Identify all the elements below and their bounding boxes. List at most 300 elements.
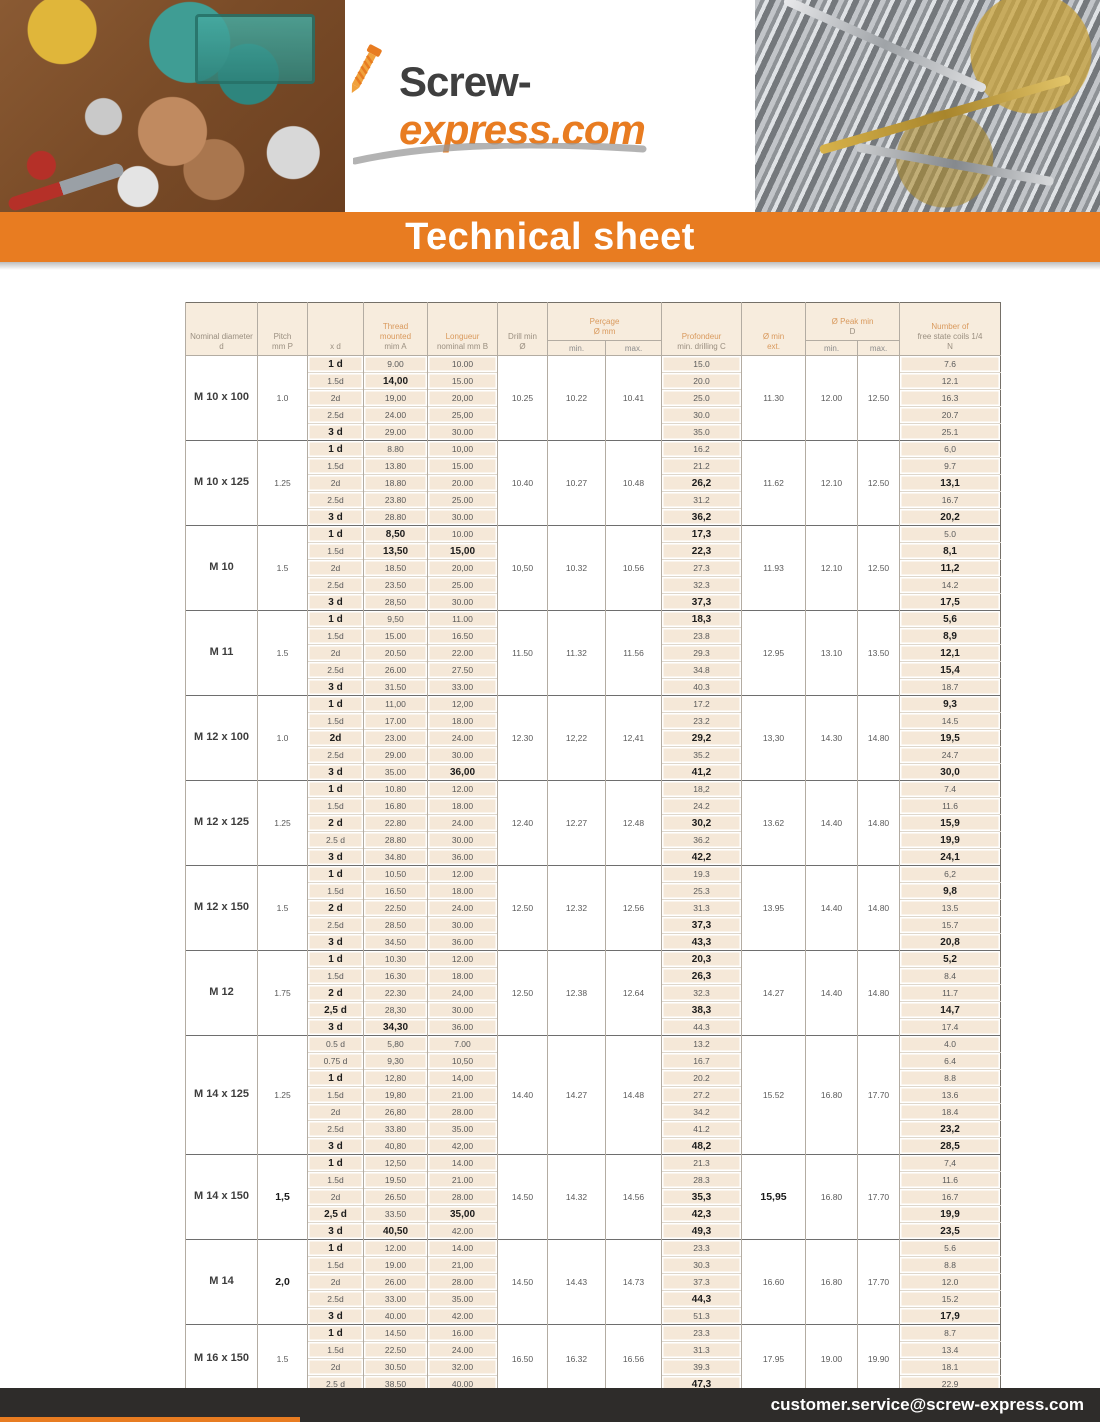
cell-length-nominal-b: 36.00 bbox=[428, 934, 498, 951]
brand-logo bbox=[345, 58, 755, 154]
cell-xd: 2d bbox=[308, 1274, 364, 1291]
header-thread-mounted-a: Thread mounted mim A bbox=[364, 303, 428, 356]
cell-free-state-coils-n: 15,4 bbox=[900, 662, 1001, 679]
cell-thread-mounted-a: 23.50 bbox=[364, 577, 428, 594]
cell-length-nominal-b: 22.00 bbox=[428, 645, 498, 662]
logo-part1: Screw- bbox=[399, 58, 531, 105]
cell-min-drilling-c: 19.3 bbox=[662, 866, 742, 883]
cell-xd: 3 d bbox=[308, 1308, 364, 1325]
screw-icon bbox=[341, 40, 387, 105]
cell-free-state-coils-n: 19,9 bbox=[900, 832, 1001, 849]
cell-d-max: 14.80 bbox=[858, 866, 900, 951]
cell-xd: 2.5d bbox=[308, 662, 364, 679]
cell-pitch: 1.0 bbox=[258, 356, 308, 441]
cell-thread-mounted-a: 22.50 bbox=[364, 900, 428, 917]
cell-min-drilling-c: 21.3 bbox=[662, 1155, 742, 1172]
cell-min-drilling-c: 51.3 bbox=[662, 1308, 742, 1325]
cell-min-drilling-c: 23.2 bbox=[662, 713, 742, 730]
cell-thread-mounted-a: 26.00 bbox=[364, 662, 428, 679]
cell-free-state-coils-n: 6,2 bbox=[900, 866, 1001, 883]
cell-diam-min-ext: 15,95 bbox=[742, 1155, 806, 1240]
cell-length-nominal-b: 10.00 bbox=[428, 356, 498, 373]
screw-rod bbox=[856, 143, 1055, 187]
cell-length-nominal-b: 12.00 bbox=[428, 781, 498, 798]
cell-xd: 1 d bbox=[308, 356, 364, 373]
header-free-state-coils-n: Number of free state coils 1/4 N bbox=[900, 303, 1001, 356]
table-row bbox=[186, 1325, 1001, 1342]
cell-free-state-coils-n: 19,5 bbox=[900, 730, 1001, 747]
cell-free-state-coils-n: 9.7 bbox=[900, 458, 1001, 475]
cell-length-nominal-b: 35.00 bbox=[428, 1121, 498, 1138]
cell-xd: 1.5d bbox=[308, 1087, 364, 1104]
cell-length-nominal-b: 18.00 bbox=[428, 883, 498, 900]
cell-free-state-coils-n: 8.8 bbox=[900, 1257, 1001, 1274]
table-row bbox=[186, 441, 1001, 458]
cell-xd: 3 d bbox=[308, 849, 364, 866]
cell-free-state-coils-n: 15,9 bbox=[900, 815, 1001, 832]
cell-percage-max: 12.64 bbox=[606, 951, 662, 1036]
cell-length-nominal-b: 10,50 bbox=[428, 1053, 498, 1070]
cell-thread-mounted-a: 28,30 bbox=[364, 1002, 428, 1019]
cell-thread-mounted-a: 18.80 bbox=[364, 475, 428, 492]
cell-min-drilling-c: 23.3 bbox=[662, 1325, 742, 1342]
cell-length-nominal-b: 16.50 bbox=[428, 628, 498, 645]
cell-length-nominal-b: 36.00 bbox=[428, 1019, 498, 1036]
cell-min-drilling-c: 34.2 bbox=[662, 1104, 742, 1121]
cell-free-state-coils-n: 12,1 bbox=[900, 645, 1001, 662]
cell-xd: 3 d bbox=[308, 1223, 364, 1240]
cell-thread-mounted-a: 22.50 bbox=[364, 1342, 428, 1359]
cell-free-state-coils-n: 24,1 bbox=[900, 849, 1001, 866]
cell-pitch: 1.25 bbox=[258, 1036, 308, 1155]
cell-min-drilling-c: 27.2 bbox=[662, 1087, 742, 1104]
spec-table-body bbox=[186, 356, 1001, 1389]
cell-diam-min-ext: 15.52 bbox=[742, 1036, 806, 1155]
cell-thread-mounted-a: 33.00 bbox=[364, 1291, 428, 1308]
header-xd: x d bbox=[308, 303, 364, 356]
cell-diam-min-ext: 14.27 bbox=[742, 951, 806, 1036]
cell-thread-mounted-a: 9,50 bbox=[364, 611, 428, 628]
cell-min-drilling-c: 32.3 bbox=[662, 985, 742, 1002]
cell-xd: 1 d bbox=[308, 866, 364, 883]
cell-diam-min-ext: 17.95 bbox=[742, 1325, 806, 1389]
cell-thread-mounted-a: 26.50 bbox=[364, 1189, 428, 1206]
cell-thread-mounted-a: 13.80 bbox=[364, 458, 428, 475]
cell-length-nominal-b: 18.00 bbox=[428, 713, 498, 730]
cell-length-nominal-b: 15.00 bbox=[428, 373, 498, 390]
cell-pitch: 2,0 bbox=[258, 1240, 308, 1325]
cell-xd: 2d bbox=[308, 475, 364, 492]
cell-thread-mounted-a: 8,50 bbox=[364, 526, 428, 543]
cell-d-max: 14.80 bbox=[858, 696, 900, 781]
cell-length-nominal-b: 12.00 bbox=[428, 951, 498, 968]
cell-percage-min: 14.43 bbox=[548, 1240, 606, 1325]
cell-d-min: 16.80 bbox=[806, 1036, 858, 1155]
spec-table bbox=[185, 302, 1001, 1388]
cell-xd: 2.5d bbox=[308, 747, 364, 764]
cell-xd: 1.5d bbox=[308, 1172, 364, 1189]
header-percage-min: min. bbox=[548, 341, 606, 356]
cell-length-nominal-b: 24.00 bbox=[428, 815, 498, 832]
cell-pitch: 1.5 bbox=[258, 1325, 308, 1389]
cell-length-nominal-b: 28.00 bbox=[428, 1104, 498, 1121]
cell-diam-min-ext: 11.93 bbox=[742, 526, 806, 611]
cell-nominal-diameter: M 12 x 100 bbox=[186, 696, 258, 781]
cell-thread-mounted-a: 10.30 bbox=[364, 951, 428, 968]
cell-percage-min: 14.32 bbox=[548, 1155, 606, 1240]
cell-free-state-coils-n: 20.7 bbox=[900, 407, 1001, 424]
cell-length-nominal-b: 30.00 bbox=[428, 832, 498, 849]
cell-length-nominal-b: 14,00 bbox=[428, 1070, 498, 1087]
cell-free-state-coils-n: 14,7 bbox=[900, 1002, 1001, 1019]
cell-min-drilling-c: 48,2 bbox=[662, 1138, 742, 1155]
cell-free-state-coils-n: 13.6 bbox=[900, 1087, 1001, 1104]
cell-min-drilling-c: 35,3 bbox=[662, 1189, 742, 1206]
cell-thread-mounted-a: 14.50 bbox=[364, 1325, 428, 1342]
cell-thread-mounted-a: 16.30 bbox=[364, 968, 428, 985]
cell-pitch: 1.5 bbox=[258, 526, 308, 611]
cell-length-nominal-b: 15,00 bbox=[428, 543, 498, 560]
cell-min-drilling-c: 37,3 bbox=[662, 917, 742, 934]
cell-free-state-coils-n: 18.4 bbox=[900, 1104, 1001, 1121]
cell-xd: 3 d bbox=[308, 424, 364, 441]
cell-pitch: 1.5 bbox=[258, 611, 308, 696]
cell-nominal-diameter: M 10 bbox=[186, 526, 258, 611]
cell-free-state-coils-n: 13.5 bbox=[900, 900, 1001, 917]
cell-length-nominal-b: 42.00 bbox=[428, 1223, 498, 1240]
cell-free-state-coils-n: 5.0 bbox=[900, 526, 1001, 543]
cell-thread-mounted-a: 12,80 bbox=[364, 1070, 428, 1087]
table-row bbox=[186, 696, 1001, 713]
cell-xd: 1 d bbox=[308, 526, 364, 543]
cell-xd: 1.5d bbox=[308, 798, 364, 815]
cell-drill-min: 12.30 bbox=[498, 696, 548, 781]
cell-nominal-diameter: M 14 bbox=[186, 1240, 258, 1325]
cell-d-max: 12.50 bbox=[858, 356, 900, 441]
cell-min-drilling-c: 26,2 bbox=[662, 475, 742, 492]
cell-diam-min-ext: 11.30 bbox=[742, 356, 806, 441]
cell-thread-mounted-a: 23.80 bbox=[364, 492, 428, 509]
cell-min-drilling-c: 25.3 bbox=[662, 883, 742, 900]
cell-length-nominal-b: 25.00 bbox=[428, 492, 498, 509]
cell-min-drilling-c: 42,3 bbox=[662, 1206, 742, 1223]
cell-xd: 1 d bbox=[308, 1325, 364, 1342]
cell-length-nominal-b: 40.00 bbox=[428, 1376, 498, 1389]
cell-thread-mounted-a: 40.00 bbox=[364, 1308, 428, 1325]
cell-length-nominal-b: 30.00 bbox=[428, 917, 498, 934]
cell-xd: 3 d bbox=[308, 1019, 364, 1036]
cell-free-state-coils-n: 25.1 bbox=[900, 424, 1001, 441]
cell-pitch: 1.75 bbox=[258, 951, 308, 1036]
header-percage-max: max. bbox=[606, 341, 662, 356]
cell-free-state-coils-n: 5,6 bbox=[900, 611, 1001, 628]
cell-percage-max: 12.48 bbox=[606, 781, 662, 866]
cell-thread-mounted-a: 33.80 bbox=[364, 1121, 428, 1138]
cell-length-nominal-b: 35.00 bbox=[428, 1291, 498, 1308]
cell-thread-mounted-a: 40,80 bbox=[364, 1138, 428, 1155]
header-pitch: Pitch mm P bbox=[258, 303, 308, 356]
cell-d-max: 14.80 bbox=[858, 951, 900, 1036]
cell-thread-mounted-a: 19.00 bbox=[364, 1257, 428, 1274]
cell-min-drilling-c: 32.3 bbox=[662, 577, 742, 594]
cell-min-drilling-c: 17.2 bbox=[662, 696, 742, 713]
cell-free-state-coils-n: 8,9 bbox=[900, 628, 1001, 645]
cell-free-state-coils-n: 20,2 bbox=[900, 509, 1001, 526]
cell-d-min: 14.40 bbox=[806, 951, 858, 1036]
cell-xd: 3 d bbox=[308, 934, 364, 951]
cell-min-drilling-c: 43,3 bbox=[662, 934, 742, 951]
cell-length-nominal-b: 24.00 bbox=[428, 900, 498, 917]
cell-min-drilling-c: 29.3 bbox=[662, 645, 742, 662]
cell-percage-min: 10.32 bbox=[548, 526, 606, 611]
cell-thread-mounted-a: 26.00 bbox=[364, 1274, 428, 1291]
cell-nominal-diameter: M 12 x 150 bbox=[186, 866, 258, 951]
cell-length-nominal-b: 28.00 bbox=[428, 1189, 498, 1206]
cell-xd: 1.5d bbox=[308, 628, 364, 645]
cell-free-state-coils-n: 22.9 bbox=[900, 1376, 1001, 1389]
cell-pitch: 1.0 bbox=[258, 696, 308, 781]
table-row bbox=[186, 526, 1001, 543]
logo-swoosh bbox=[353, 143, 653, 170]
cell-min-drilling-c: 37.3 bbox=[662, 1274, 742, 1291]
cell-pitch: 1.5 bbox=[258, 866, 308, 951]
cell-min-drilling-c: 15.0 bbox=[662, 356, 742, 373]
cell-nominal-diameter: M 12 bbox=[186, 951, 258, 1036]
cell-free-state-coils-n: 20,8 bbox=[900, 934, 1001, 951]
cell-percage-min: 12,22 bbox=[548, 696, 606, 781]
cell-length-nominal-b: 42,00 bbox=[428, 1138, 498, 1155]
cell-xd: 1.5d bbox=[308, 1342, 364, 1359]
cell-min-drilling-c: 22,3 bbox=[662, 543, 742, 560]
cell-length-nominal-b: 25.00 bbox=[428, 577, 498, 594]
screwdriver bbox=[7, 162, 125, 212]
banner-shadow bbox=[0, 262, 1100, 270]
cell-length-nominal-b: 21,00 bbox=[428, 1257, 498, 1274]
cell-min-drilling-c: 25.0 bbox=[662, 390, 742, 407]
cell-thread-mounted-a: 20.50 bbox=[364, 645, 428, 662]
cell-free-state-coils-n: 30,0 bbox=[900, 764, 1001, 781]
cell-d-max: 17.70 bbox=[858, 1155, 900, 1240]
cell-thread-mounted-a: 9,30 bbox=[364, 1053, 428, 1070]
cell-xd: 3 d bbox=[308, 509, 364, 526]
cell-diam-min-ext: 13,30 bbox=[742, 696, 806, 781]
cell-percage-max: 12.56 bbox=[606, 866, 662, 951]
cell-min-drilling-c: 23.8 bbox=[662, 628, 742, 645]
cell-thread-mounted-a: 35.00 bbox=[364, 764, 428, 781]
cell-min-drilling-c: 31.3 bbox=[662, 1342, 742, 1359]
page-header bbox=[0, 0, 1100, 212]
cell-xd: 0.5 d bbox=[308, 1036, 364, 1053]
cell-thread-mounted-a: 29.00 bbox=[364, 424, 428, 441]
cell-diam-min-ext: 16.60 bbox=[742, 1240, 806, 1325]
cell-thread-mounted-a: 34,30 bbox=[364, 1019, 428, 1036]
cell-xd: 0.75 d bbox=[308, 1053, 364, 1070]
cell-free-state-coils-n: 19,9 bbox=[900, 1206, 1001, 1223]
cell-xd: 1 d bbox=[308, 1155, 364, 1172]
screw-rod bbox=[819, 74, 1071, 154]
cell-free-state-coils-n: 16.7 bbox=[900, 492, 1001, 509]
cell-thread-mounted-a: 34.80 bbox=[364, 849, 428, 866]
cell-diam-min-ext: 12.95 bbox=[742, 611, 806, 696]
table-row bbox=[186, 951, 1001, 968]
cell-free-state-coils-n: 8,1 bbox=[900, 543, 1001, 560]
cell-free-state-coils-n: 23,2 bbox=[900, 1121, 1001, 1138]
cell-length-nominal-b: 18.00 bbox=[428, 798, 498, 815]
header-nominal-diameter: Nominal diameter d bbox=[186, 303, 258, 356]
cell-xd: 3 d bbox=[308, 679, 364, 696]
cell-thread-mounted-a: 8.80 bbox=[364, 441, 428, 458]
cell-thread-mounted-a: 40,50 bbox=[364, 1223, 428, 1240]
cell-xd: 1.5d bbox=[308, 458, 364, 475]
cell-percage-max: 14.56 bbox=[606, 1155, 662, 1240]
cell-thread-mounted-a: 33.50 bbox=[364, 1206, 428, 1223]
cell-min-drilling-c: 13.2 bbox=[662, 1036, 742, 1053]
cell-thread-mounted-a: 22.30 bbox=[364, 985, 428, 1002]
cell-length-nominal-b: 33.00 bbox=[428, 679, 498, 696]
cell-length-nominal-b: 21.00 bbox=[428, 1087, 498, 1104]
cell-min-drilling-c: 30.0 bbox=[662, 407, 742, 424]
cell-d-min: 19.00 bbox=[806, 1325, 858, 1389]
cell-length-nominal-b: 24.00 bbox=[428, 730, 498, 747]
cell-length-nominal-b: 14.00 bbox=[428, 1155, 498, 1172]
cell-percage-min: 10.27 bbox=[548, 441, 606, 526]
cell-min-drilling-c: 44,3 bbox=[662, 1291, 742, 1308]
cell-xd: 2.5d bbox=[308, 1291, 364, 1308]
cell-thread-mounted-a: 10.80 bbox=[364, 781, 428, 798]
cell-percage-max: 12,41 bbox=[606, 696, 662, 781]
cell-thread-mounted-a: 19.50 bbox=[364, 1172, 428, 1189]
cell-nominal-diameter: M 14 x 125 bbox=[186, 1036, 258, 1155]
cell-min-drilling-c: 40.3 bbox=[662, 679, 742, 696]
cell-min-drilling-c: 30.3 bbox=[662, 1257, 742, 1274]
cell-free-state-coils-n: 16.7 bbox=[900, 1189, 1001, 1206]
cell-free-state-coils-n: 13,1 bbox=[900, 475, 1001, 492]
logo-panel bbox=[345, 0, 755, 212]
page-footer bbox=[0, 1388, 1100, 1422]
cell-thread-mounted-a: 28,50 bbox=[364, 594, 428, 611]
cell-thread-mounted-a: 28.80 bbox=[364, 832, 428, 849]
header-d-max: max. bbox=[858, 341, 900, 356]
cell-xd: 2.5d bbox=[308, 1121, 364, 1138]
cell-min-drilling-c: 41.2 bbox=[662, 1121, 742, 1138]
cell-xd: 1 d bbox=[308, 951, 364, 968]
cell-drill-min: 12.40 bbox=[498, 781, 548, 866]
cell-free-state-coils-n: 24.7 bbox=[900, 747, 1001, 764]
cell-thread-mounted-a: 18.50 bbox=[364, 560, 428, 577]
cell-free-state-coils-n: 7,4 bbox=[900, 1155, 1001, 1172]
cell-d-min: 12.10 bbox=[806, 441, 858, 526]
cell-xd: 1 d bbox=[308, 441, 364, 458]
cell-min-drilling-c: 20.0 bbox=[662, 373, 742, 390]
cell-free-state-coils-n: 28,5 bbox=[900, 1138, 1001, 1155]
logo-text bbox=[399, 58, 645, 153]
header-d-min: min. bbox=[806, 341, 858, 356]
cell-percage-max: 10.41 bbox=[606, 356, 662, 441]
cell-min-drilling-c: 49,3 bbox=[662, 1223, 742, 1240]
cell-free-state-coils-n: 15.2 bbox=[900, 1291, 1001, 1308]
cell-xd: 1 d bbox=[308, 696, 364, 713]
cell-nominal-diameter: M 12 x 125 bbox=[186, 781, 258, 866]
cell-percage-min: 12.32 bbox=[548, 866, 606, 951]
header-diam-min-ext: Ø min ext. bbox=[742, 303, 806, 356]
cell-percage-max: 16.56 bbox=[606, 1325, 662, 1389]
cell-length-nominal-b: 28.00 bbox=[428, 1274, 498, 1291]
cell-thread-mounted-a: 10.50 bbox=[364, 866, 428, 883]
cell-length-nominal-b: 7.00 bbox=[428, 1036, 498, 1053]
cell-thread-mounted-a: 26,80 bbox=[364, 1104, 428, 1121]
cell-xd: 2d bbox=[308, 560, 364, 577]
cell-nominal-diameter: M 11 bbox=[186, 611, 258, 696]
cell-xd: 2 d bbox=[308, 900, 364, 917]
cell-diam-min-ext: 13.95 bbox=[742, 866, 806, 951]
cell-min-drilling-c: 34.8 bbox=[662, 662, 742, 679]
cell-d-min: 14.40 bbox=[806, 866, 858, 951]
cell-drill-min: 14.40 bbox=[498, 1036, 548, 1155]
cell-min-drilling-c: 36,2 bbox=[662, 509, 742, 526]
cell-length-nominal-b: 27.50 bbox=[428, 662, 498, 679]
cell-nominal-diameter: M 16 x 150 bbox=[186, 1325, 258, 1389]
cell-free-state-coils-n: 8.4 bbox=[900, 968, 1001, 985]
cell-min-drilling-c: 23.3 bbox=[662, 1240, 742, 1257]
cell-free-state-coils-n: 15.7 bbox=[900, 917, 1001, 934]
cell-xd: 3 d bbox=[308, 1138, 364, 1155]
cell-xd: 2.5d bbox=[308, 917, 364, 934]
cell-xd: 2 d bbox=[308, 815, 364, 832]
cell-thread-mounted-a: 22.80 bbox=[364, 815, 428, 832]
cell-xd: 2.5d bbox=[308, 492, 364, 509]
contact-email-link[interactable]: customer.service@screw-express.com bbox=[770, 1395, 1084, 1414]
cell-d-max: 19.90 bbox=[858, 1325, 900, 1389]
cell-xd: 2 d bbox=[308, 985, 364, 1002]
header-length-nominal-b: Longueur nominal mm B bbox=[428, 303, 498, 356]
cell-percage-min: 12.27 bbox=[548, 781, 606, 866]
cell-length-nominal-b: 30.00 bbox=[428, 424, 498, 441]
cell-diam-min-ext: 13.62 bbox=[742, 781, 806, 866]
cell-free-state-coils-n: 11,2 bbox=[900, 560, 1001, 577]
cell-min-drilling-c: 44.3 bbox=[662, 1019, 742, 1036]
spec-table-header bbox=[186, 303, 1001, 356]
workbench-photo bbox=[0, 0, 345, 212]
footer-accent-bar bbox=[0, 1417, 300, 1422]
cell-xd: 1.5d bbox=[308, 543, 364, 560]
cell-d-max: 17.70 bbox=[858, 1036, 900, 1155]
cell-xd: 2d bbox=[308, 390, 364, 407]
table-row bbox=[186, 1240, 1001, 1257]
cell-min-drilling-c: 31.3 bbox=[662, 900, 742, 917]
cell-drill-min: 12.50 bbox=[498, 866, 548, 951]
content-area bbox=[0, 270, 1100, 1388]
cell-percage-max: 10.48 bbox=[606, 441, 662, 526]
cell-percage-max: 10.56 bbox=[606, 526, 662, 611]
cell-free-state-coils-n: 16.3 bbox=[900, 390, 1001, 407]
cell-d-max: 17.70 bbox=[858, 1240, 900, 1325]
cell-min-drilling-c: 18,2 bbox=[662, 781, 742, 798]
cell-length-nominal-b: 36,00 bbox=[428, 764, 498, 781]
cell-xd: 1.5d bbox=[308, 713, 364, 730]
cell-d-min: 16.80 bbox=[806, 1240, 858, 1325]
cell-length-nominal-b: 20,00 bbox=[428, 560, 498, 577]
cell-pitch: 1.25 bbox=[258, 781, 308, 866]
cell-percage-max: 14.48 bbox=[606, 1036, 662, 1155]
cell-d-min: 12.10 bbox=[806, 526, 858, 611]
cell-pitch: 1,5 bbox=[258, 1155, 308, 1240]
cell-drill-min: 14.50 bbox=[498, 1240, 548, 1325]
cell-free-state-coils-n: 6.4 bbox=[900, 1053, 1001, 1070]
cell-min-drilling-c: 16.7 bbox=[662, 1053, 742, 1070]
cell-xd: 1 d bbox=[308, 1240, 364, 1257]
table-row bbox=[186, 1155, 1001, 1172]
cell-d-max: 14.80 bbox=[858, 781, 900, 866]
